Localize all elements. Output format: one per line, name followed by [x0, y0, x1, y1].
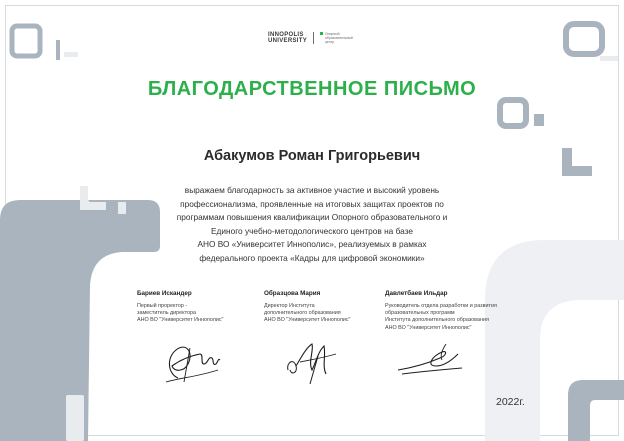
message-line: Единого учебно-методологического центров на базе — [210, 225, 414, 236]
university-logo — [268, 32, 361, 44]
logo-text-line2: UNIVERSITY — [268, 38, 308, 44]
decor-square-top-right — [566, 24, 602, 54]
message-line: федерального проекта «Кадры для цифровой экономики» — [199, 252, 425, 263]
logo-green-dot-icon — [320, 32, 323, 35]
signatory-role-line: дополнительного образования — [264, 310, 341, 317]
decor-small-rect-right — [534, 114, 544, 126]
decor-small-rect-top-left — [56, 40, 60, 60]
signature-1 — [160, 338, 224, 386]
recipient-name: Абакумов Роман Григорьевич — [203, 148, 421, 164]
message-text — [152, 184, 472, 265]
document-title: БЛАГОДАРСТВЕННОЕ ПИСЬМО — [147, 78, 477, 100]
signatory-role-line: Директор Института — [264, 303, 315, 309]
signatory-role-line: Первый проректор - — [137, 303, 188, 309]
signatory-role-line: Руководитель отдела разработки и развития — [385, 303, 497, 309]
decor-pale-rect — [66, 395, 84, 441]
message-line: выражаем благодарность за активное участие и высокий уровень — [184, 185, 440, 195]
signatory-role-line: образовательных программ — [385, 310, 455, 317]
decor-bar-top-right — [600, 56, 618, 61]
decor-bar-top-left — [64, 52, 78, 57]
decor-bracket-left — [80, 186, 106, 210]
logo-subtitle-wrap — [320, 32, 361, 44]
signatory-role-line: заместитель директора — [137, 310, 197, 317]
signatory-role-line: АНО ВО "Университет Иннополис" — [385, 324, 472, 331]
decor-bracket-bottom-right — [568, 380, 624, 441]
decor-square-right — [500, 100, 526, 126]
signature-3 — [396, 340, 466, 378]
message-line: АНО ВО «Университет Иннополис», реализуемых в рамках — [197, 239, 427, 249]
logo-wordmark — [268, 32, 307, 44]
signatory-role-line: АНО ВО "Университет Иннополис" — [264, 317, 351, 324]
decor-square-top-left — [12, 26, 40, 56]
message-line: программам повышения квалификации Опорного образовательного и — [176, 212, 448, 222]
signatory-name: Образцова Мария — [264, 290, 321, 297]
decor-arc-bottom-right — [485, 240, 624, 441]
message-line: профессионализма, проявленные на итоговых защитах проектов по — [180, 198, 444, 209]
decor-small-rect-left — [118, 202, 126, 214]
signatory-name: Давлетбаев Ильдар — [385, 290, 448, 297]
signatory-name: Бариев Искандер — [137, 290, 192, 297]
document-year: 2022г. — [496, 396, 525, 408]
logo-subtitle: Опорный образовательный центр — [325, 32, 353, 44]
logo-text-line1: INNOPOLIS — [268, 32, 304, 38]
logo-separator — [313, 32, 314, 44]
signature-2 — [282, 336, 342, 386]
signatory-3 — [385, 290, 545, 332]
signatory-role-line: АНО ВО "Университет Иннополис" — [137, 317, 224, 324]
signatory-role-line: Института дополнительного образования — [385, 317, 489, 324]
